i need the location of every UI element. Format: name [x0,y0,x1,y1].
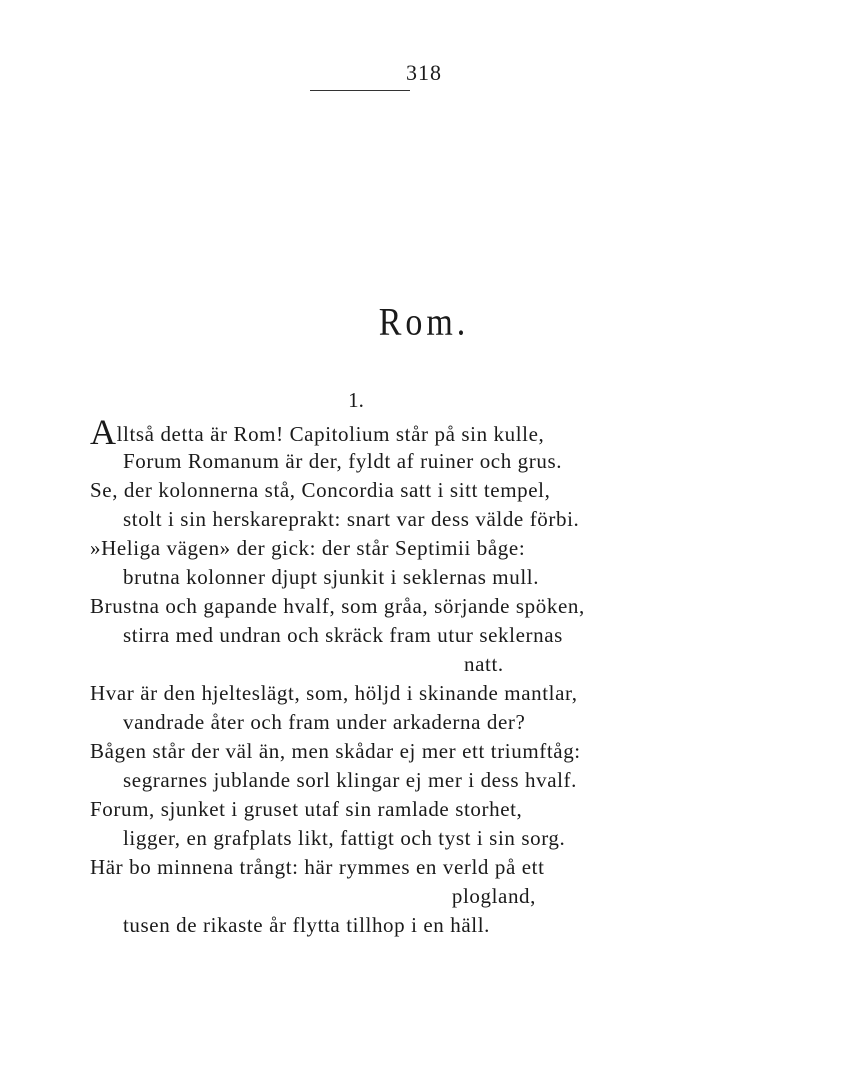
poem-line: stirra med undran och skräck fram utur seklernas [123,623,563,647]
poem-line: Bågen står der väl än, men skådar ej mer ett triumftåg: [90,739,581,763]
poem-line: vandrade åter och fram under arkaderna der? [123,710,526,734]
page-number-rule [310,90,410,91]
poem-line: Hvar är den hjelteslägt, som, höljd i skinande mantlar, [90,681,578,705]
poem-line: ligger, en grafplats likt, fattigt och tyst i sin sorg. [123,826,566,850]
poem-line: Brustna och gapande hvalf, som gråa, sörjande spöken, [90,594,585,618]
poem-line: brutna kolonner djupt sjunkit i seklernas mull. [123,565,540,589]
poem-line: »Heliga vägen» der gick: der står Septimii båge: [90,536,526,560]
first-line-text: lltså detta är Rom! Capitolium står på sin kulle, [116,422,545,446]
poem-line-runover: plogland, [451,884,536,908]
poem-line: Forum Romanum är der, fyldt af ruiner och grus. [123,449,563,473]
poem-body [90,412,630,940]
poem-line [90,412,630,452]
poem-line: Här bo minnena trångt: här rymmes en verld på ett [90,855,545,879]
page-number: 318 [406,60,442,85]
section-number: 1. [348,388,364,412]
poem-line: Forum, sjunket i gruset utaf sin ramlade storhet, [90,797,523,821]
drop-cap: A [90,412,117,452]
poem-line: Se, der kolonnerna stå, Concordia satt i sitt tempel, [90,478,551,502]
poem-line: stolt i sin herskareprakt: snart var dess välde förbi. [123,507,580,531]
poem-line: segrarnes jublande sorl klingar ej mer i dess hvalf. [123,768,577,792]
poem-line-runover: natt. [464,652,504,676]
poem-line: tusen de rikaste år flytta tillhop i en häll. [123,913,490,937]
poem-title: Rom. [378,301,470,344]
